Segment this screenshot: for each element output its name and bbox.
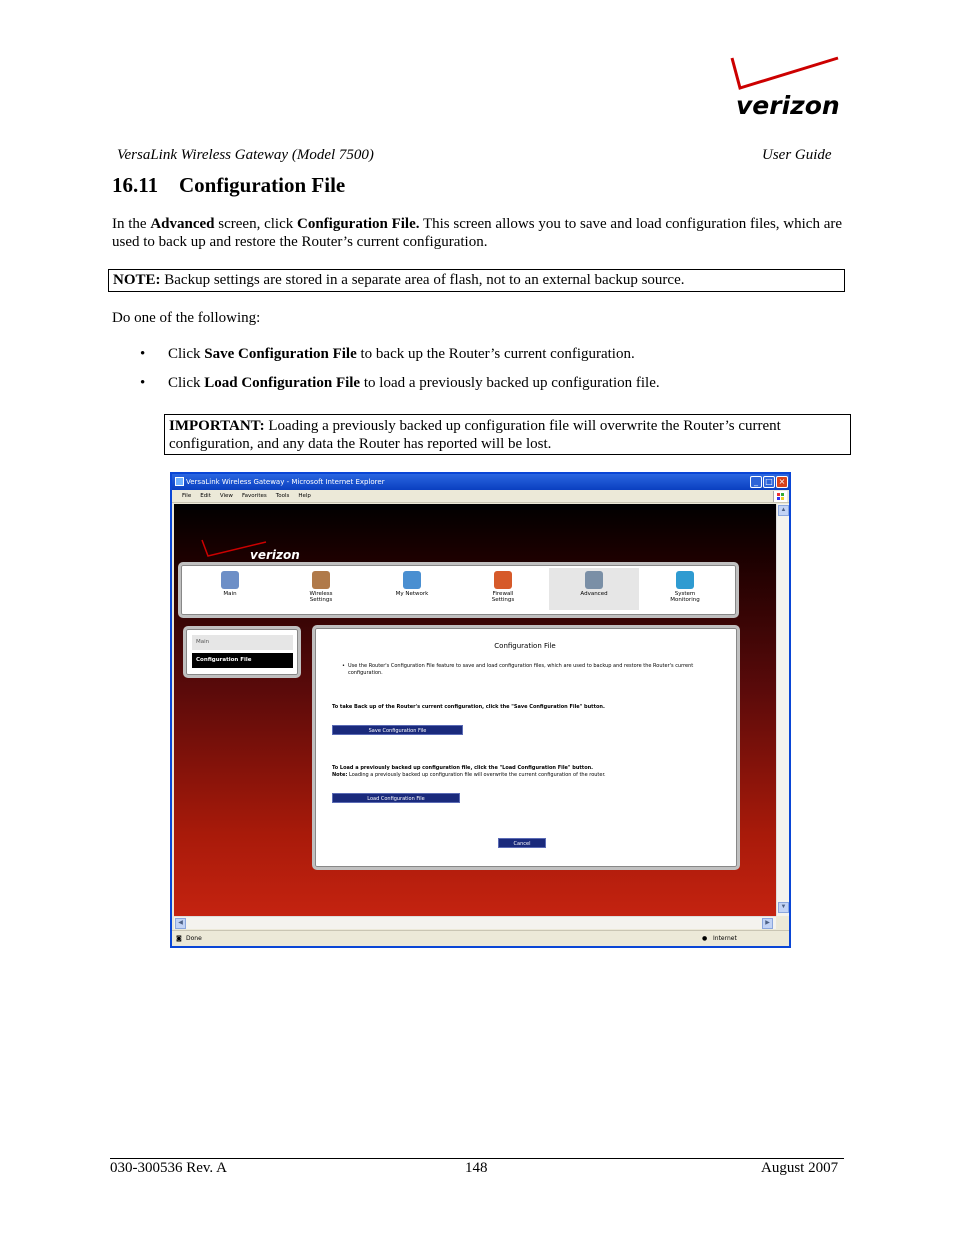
cancel-button[interactable]: Cancel	[498, 838, 546, 848]
menu-tools[interactable]: Tools	[275, 493, 290, 499]
vertical-scrollbar[interactable]	[776, 504, 789, 916]
menu-help[interactable]: Help	[298, 493, 311, 499]
nav-label: Advanced	[580, 591, 608, 597]
intro-text-1: In the	[112, 216, 151, 232]
window-title: VersaLink Wireless Gateway - Microsoft Internet Explorer	[186, 478, 385, 486]
nav-label: Main	[223, 591, 237, 597]
minimize-button[interactable]: _	[750, 476, 762, 488]
note-label: NOTE:	[113, 272, 161, 288]
status-bar	[172, 930, 789, 946]
menu-favorites[interactable]: Favorites	[241, 493, 267, 499]
nav-label: Wireless Settings	[309, 591, 333, 603]
monitoring-icon	[676, 571, 694, 589]
bullet-bold: Save Configuration File	[204, 346, 357, 362]
bullet-dot-icon: •	[140, 346, 146, 362]
page-verizon-logo	[200, 537, 310, 563]
nav-label: Firewall Settings	[491, 591, 515, 603]
load-note	[332, 772, 606, 779]
scroll-right-icon[interactable]: ▶	[762, 918, 773, 929]
page-logo-text: verizon	[250, 548, 300, 562]
windows-flag-icon	[773, 491, 787, 502]
save-configuration-button[interactable]: Save Configuration File	[332, 725, 463, 735]
footer-date: August 2007	[761, 1160, 839, 1176]
network-icon	[403, 571, 421, 589]
intro-bold-1: Advanced	[150, 216, 215, 232]
bullet-pre: Click	[168, 375, 205, 391]
nav-wireless-settings[interactable]	[276, 568, 366, 610]
section-number: 16.11	[112, 173, 159, 197]
note-box	[108, 269, 845, 292]
panel-bullet-text: Use the Router's Configuration File feature to save and load configuration files, which are used to backup and restore the Router's current configuration.	[348, 663, 694, 676]
panel-bullet-dot-icon: •	[342, 663, 345, 669]
main-icon	[221, 571, 239, 589]
header-guide: User Guide	[762, 147, 832, 163]
sidebar	[183, 626, 301, 678]
footer-doc-number: 030-300536 Rev. A	[110, 1160, 227, 1176]
top-nav	[178, 562, 739, 618]
menu-edit[interactable]: Edit	[200, 493, 211, 499]
do-one-text: Do one of the following:	[112, 310, 261, 326]
web-page	[174, 504, 776, 916]
logo-text: verizon	[736, 91, 840, 120]
load-note-label: Note:	[332, 772, 348, 778]
browser-window	[170, 472, 791, 948]
nav-label: System Monitoring	[670, 591, 700, 603]
note-text: Backup settings are stored in a separate area of flash, not to an external backup source.	[160, 272, 685, 288]
important-label: IMPORTANT:	[169, 418, 265, 434]
wireless-icon	[312, 571, 330, 589]
config-panel	[312, 625, 740, 870]
nav-advanced[interactable]	[549, 568, 639, 610]
menu-bar	[172, 490, 789, 503]
advanced-icon	[585, 571, 603, 589]
internet-zone-icon: ●	[702, 935, 708, 942]
important-text: Loading a previously backed up configuration file will overwrite the Router’s current configuration, and any data the Router has reported will be lost.	[169, 418, 781, 452]
nav-system-monitoring[interactable]	[640, 568, 730, 610]
close-button[interactable]: ×	[776, 476, 788, 488]
bullet-pre: Click	[168, 346, 205, 362]
load-configuration-button[interactable]: Load Configuration File	[332, 793, 460, 803]
backup-instruction: To take Back up of the Router's current configuration, click the "Save Configuration File" button.	[332, 704, 605, 710]
bullet-post: to back up the Router’s current configuration.	[356, 346, 635, 362]
title-bar	[172, 474, 789, 490]
verizon-logo	[728, 54, 840, 122]
intro-text-3: This screen allows you to save and load configuration files, which are used to back up and restore the Router’s current configuration.	[112, 216, 843, 250]
footer-divider	[110, 1158, 844, 1159]
footer-page-number: 148	[465, 1160, 488, 1176]
intro-text-2: screen, click	[214, 216, 297, 232]
bullet-item	[140, 346, 635, 363]
bullet-item	[140, 375, 660, 392]
bullet-post: to load a previously backed up configuration file.	[360, 375, 660, 391]
ie-icon	[175, 477, 184, 486]
section-title-text: Configuration File	[179, 173, 346, 197]
scroll-down-icon[interactable]: ▼	[778, 902, 789, 913]
section-title	[112, 173, 345, 198]
load-instruction: To Load a previously backed up configuration file, click the "Load Configuration File" button.	[332, 765, 594, 771]
nav-label: My Network	[395, 591, 429, 597]
horizontal-scrollbar[interactable]	[174, 916, 776, 929]
zone-text: Internet	[713, 935, 737, 942]
bullet-dot-icon: •	[140, 375, 146, 391]
nav-main[interactable]	[185, 568, 275, 610]
header-product: VersaLink Wireless Gateway (Model 7500)	[117, 147, 374, 163]
page-done-icon: ◙	[176, 935, 182, 942]
menu-file[interactable]: File	[182, 493, 192, 499]
panel-title: Configuration File	[494, 642, 556, 650]
sidebar-item-main[interactable]: Main	[192, 635, 293, 650]
intro-paragraph	[112, 215, 852, 251]
panel-bullet	[342, 663, 718, 677]
nav-firewall-settings[interactable]	[458, 568, 548, 610]
load-note-text: Loading a previously backed up configuration file will overwrite the current configuration of the router.	[347, 772, 606, 778]
firewall-icon	[494, 571, 512, 589]
intro-bold-2: Configuration File.	[296, 216, 420, 232]
bullet-bold: Load Configuration File	[204, 375, 361, 391]
scroll-up-icon[interactable]: ▲	[778, 505, 789, 516]
scroll-left-icon[interactable]: ◀	[175, 918, 186, 929]
nav-my-network[interactable]	[367, 568, 457, 610]
status-text: Done	[186, 935, 202, 942]
important-box	[164, 414, 851, 455]
menu-view[interactable]: View	[219, 493, 233, 499]
maximize-button[interactable]: □	[763, 476, 775, 488]
sidebar-item-configuration-file[interactable]: Configuration File	[192, 653, 293, 668]
